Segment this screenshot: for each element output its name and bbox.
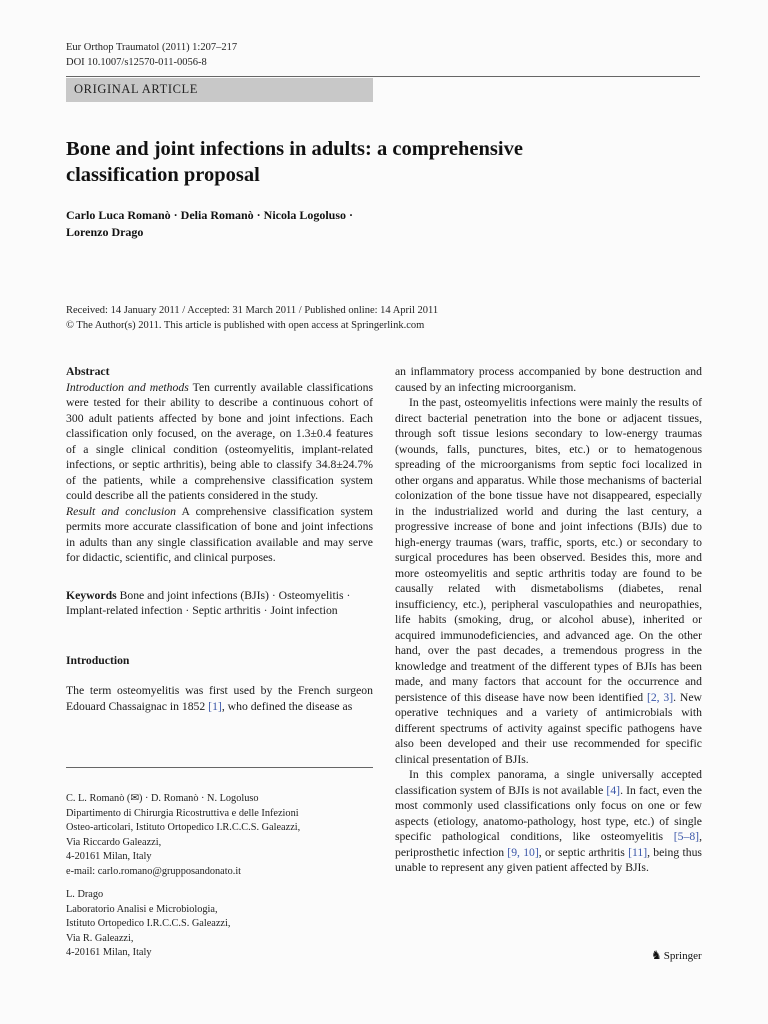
abstract-result-label: Result and conclusion bbox=[66, 504, 176, 518]
abstract-intro bbox=[66, 380, 373, 504]
body-text: In the past, osteomyelitis infections were mainly the results of direct bacterial penetration into the bone or adjacent tissues, through soft tissue lesions secondary to low-energy traumas (wounds, falls, punctures, bites, etc.) or to hematogenous spreading of the microorganisms from septic foci localized in other organs and apparatus. While those mechanisms of bacterial colonization of the bone tissue have not disappeared, especially in the industrialized world and during the last century, a progressive increase of bone and joint infections (BJIs) due to high-energy traumas (wars, traffic, sports, etc.) or secondary to surgical procedures has been observed. Besides this, more and more osteomyelitis and septic arthritis today are found to be causally related with dismetabolisms (diabetes, renal insufficiency, etc.), peripheral vasculopathies and neuropathies, life habits (smoking, drug, or alcohol abuse), inherited or acquired immunodeficiencies, and advanced age. On the other hand, over the past decades, a tremendous progress in the knowledge and treatment of the different types of BJIs has been made, and many factors that account for the occurrence and persistence of this disease have now been identified bbox=[395, 396, 702, 704]
citation-link[interactable]: [4] bbox=[606, 783, 621, 797]
email-link[interactable]: e-mail: carlo.romano@grupposandonato.it bbox=[66, 865, 242, 877]
citation-link[interactable]: [1] bbox=[208, 699, 222, 713]
journal-citation: Eur Orthop Traumatol (2011) 1:207–217 bbox=[66, 42, 238, 53]
citation-link[interactable]: [9, 10] bbox=[507, 845, 539, 859]
article-title bbox=[66, 136, 686, 188]
publisher-name: Springer bbox=[663, 950, 702, 962]
title-line-2: classification proposal bbox=[66, 164, 260, 186]
affiliation-line: Via R. Galeazzi, bbox=[66, 932, 134, 944]
body-paragraph-1 bbox=[395, 395, 702, 767]
publication-history bbox=[66, 303, 706, 333]
abstract-intro-text: Ten currently available classifications were tested for their ability to describe a continuous cohort of 300 adult patients affected by bone and joint infections. Each classification only focused, on the average, on 1.3±0.4 features of a single clinical condition (osteomyelitis, implant-related infections, or septic arthritis), being able to classify 34.8±24.7% of the patients, while a comprehensive classification system could describe all the patients considered in the study. bbox=[66, 380, 373, 502]
continued-paragraph: an inflammatory process accompanied by bone destruction and caused by an infecting microorganism. bbox=[395, 365, 702, 394]
dates-line: Received: 14 January 2011 / Accepted: 31 March 2011 / Published online: 14 April 2011 bbox=[66, 305, 439, 316]
footnote-rule bbox=[66, 767, 373, 768]
abstract-intro-label: Introduction and methods bbox=[66, 380, 189, 394]
keywords bbox=[66, 588, 373, 619]
section-label: ORIGINAL ARTICLE bbox=[74, 82, 198, 96]
affiliation-line: L. Drago bbox=[66, 889, 104, 900]
affiliation-line: Laboratorio Analisi e Microbiologia, bbox=[66, 903, 218, 915]
title-line-1: Bone and joint infections in adults: a comprehensive bbox=[66, 138, 523, 160]
affiliations bbox=[66, 792, 373, 961]
affiliation-1 bbox=[66, 792, 373, 879]
body-text: , being thus unable to represent any given patient affected by BJIs. bbox=[395, 845, 702, 874]
authors-line-1: Carlo Luca Romanò · Delia Romanò · Nicola Logoluso · bbox=[66, 208, 354, 222]
affiliation-line: C. L. Romanò (✉) · D. Romanò · N. Logoluso bbox=[66, 793, 259, 804]
body-text: In this complex panorama, a single universally accepted classification system of BJIs is not available bbox=[395, 768, 702, 797]
body-paragraph-2 bbox=[395, 767, 702, 876]
left-column bbox=[66, 364, 373, 714]
intro-text-b: , who defined the disease as bbox=[221, 699, 353, 713]
section-banner bbox=[66, 78, 373, 102]
publisher-logo bbox=[651, 948, 702, 963]
doi: DOI 10.1007/s12570-011-0056-8 bbox=[66, 57, 207, 68]
affiliation-2 bbox=[66, 888, 373, 961]
body-text: , or septic arthritis bbox=[538, 845, 629, 859]
authors-line-2: Lorenzo Drago bbox=[66, 225, 144, 239]
affiliation-line: 4-20161 Milan, Italy bbox=[66, 947, 152, 958]
introduction-heading: Introduction bbox=[66, 653, 130, 667]
header-rule bbox=[66, 76, 700, 77]
abstract-heading: Abstract bbox=[66, 365, 110, 378]
affiliation-line: Dipartimento di Chirurgia Ricostruttiva e delle Infezioni bbox=[66, 807, 299, 819]
right-column bbox=[395, 364, 702, 876]
springer-horse-icon: ♞ bbox=[651, 948, 662, 962]
body-text: , periprosthetic infection bbox=[395, 830, 702, 859]
keywords-text: Bone and joint infections (BJIs) · Osteomyelitis · Implant-related infection · Septic arthritis · Joint infection bbox=[66, 588, 351, 617]
affiliation-line: Via Riccardo Galeazzi, bbox=[66, 836, 162, 848]
abstract-result bbox=[66, 504, 373, 566]
author-list bbox=[66, 207, 466, 241]
keywords-label: Keywords bbox=[66, 588, 117, 602]
copyright-line: © The Author(s) 2011. This article is published with open access at Springerlink.com bbox=[66, 320, 425, 331]
affiliation-line: Istituto Ortopedico I.R.C.C.S. Galeazzi, bbox=[66, 918, 231, 929]
citation-link[interactable]: [5–8] bbox=[673, 830, 700, 843]
intro-text-a: The term osteomyelitis was first used by the French surgeon Edouard Chassaignac in 1852 bbox=[66, 684, 373, 713]
citation-link[interactable]: [2, 3] bbox=[646, 690, 674, 704]
intro-paragraph bbox=[66, 683, 373, 714]
citation-link[interactable]: [11] bbox=[628, 845, 648, 859]
affiliation-line: 4-20161 Milan, Italy bbox=[66, 851, 152, 862]
body-text: . In fact, even the most commonly used classifications only focus on one or few aspects (etiology, anatomo-pathology, host type, etc.) of single specific pathological conditions, like osteomyelitis bbox=[395, 783, 702, 843]
abstract-result-text: A comprehensive classification system permits more accurate classification of bone and joint infections in adults than any single classification available and may serve for didactic, scientific, and clinical purposes. bbox=[66, 504, 373, 564]
affiliation-line: Osteo-articolari, Istituto Ortopedico I.R.C.C.S. Galeazzi, bbox=[66, 822, 301, 833]
body-text: . New operative techniques and a variety of antimicrobials with different spectrums of activity against specific pathogens have also been developed and their use recommended for specific clinical presentation of BJIs. bbox=[395, 690, 702, 766]
